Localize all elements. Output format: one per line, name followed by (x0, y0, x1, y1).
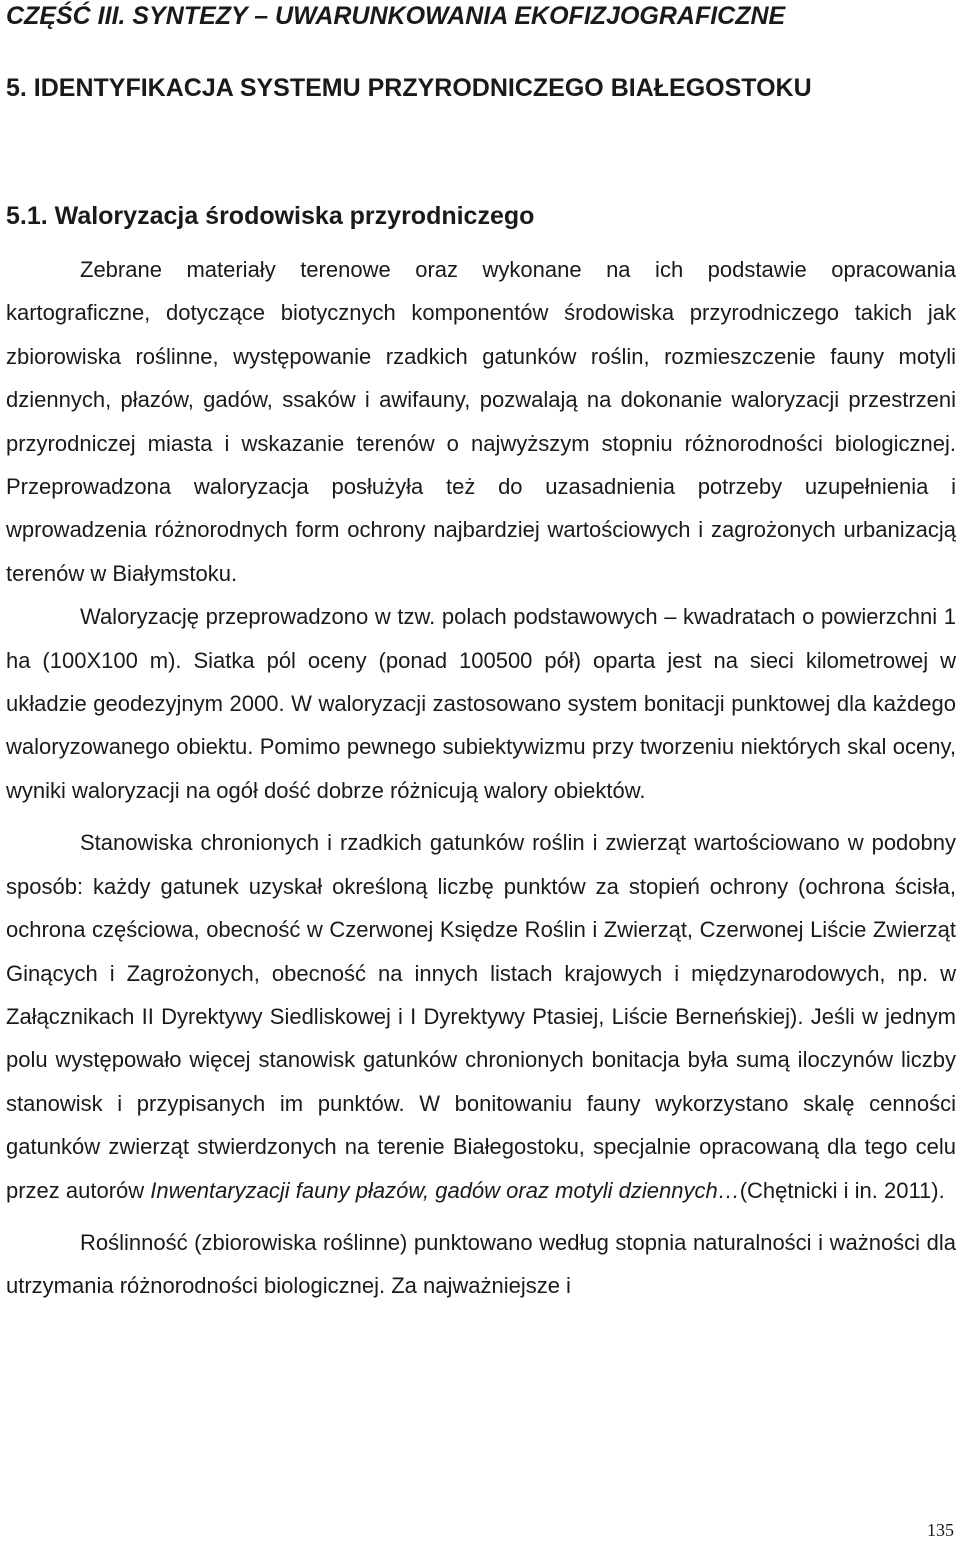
paragraph-3-text: Stanowiska chronionych i rzadkich gatunków roślin i zwierząt wartościowano w podobny sposób: każdy gatunek uzyskał określoną liczbę punktów za stopień ochrony (ochrona ścisła, ochrona częściowa, obecność w Czerwonej Księdze Roślin i Zwierząt, Czerwonej Liście Zwierząt Ginących i Zagrożonych, obecność na innych listach krajowych i międzynarodowych, np. w Załącznikach II Dyrektywy Siedliskowej i I Dyrektywy Ptasiej, Liście Berneńskiej). Jeśli w jednym polu występowało więcej stanowisk gatunków chronionych bonitacja była sumą iloczynów liczby stanowisk i przypisanych im punktów. W bonitowaniu fauny wykorzystano skalę cenności gatunków zwierząt stwierdzonych na terenie Białegostoku, specjalnie opracowaną dla tego celu przez autorów (6, 830, 956, 1203)
section-heading: 5.1. Waloryzacja środowiska przyrodniczego (6, 202, 535, 230)
paragraph-2: Waloryzację przeprowadzono w tzw. polach podstawowych – kwadratach o powierzchni 1 ha (100X100 m). Siatka pól oceny (ponad 100500 pół) oparta jest na sieci kilometrowej w układzie geodezyjnym 2000. W waloryzacji zastosowano system bonitacji punktowej dla każdego waloryzowanego obiektu. Pomimo pewnego subiektywizmu przy tworzeniu niektórych skal oceny, wyniki waloryzacji na ogół dość dobrze różnicują walory obiektów. (6, 604, 956, 803)
paragraph-4: Roślinność (zbiorowiska roślinne) punktowano według stopnia naturalności i ważności dla utrzymania różnorodności biologicznej. Za najważniejsze i (6, 1229, 956, 1299)
body-text (6, 248, 956, 1308)
paragraph-1: Zebrane materiały terenowe oraz wykonane na ich podstawie opracowania kartograficzne, dotyczące biotycznych komponentów środowiska przyrodniczego takich jak zbiorowiska roślinne, występowanie rzadkich gatunków roślin, rozmieszczenie fauny motyli dziennych, płazów, gadów, ssaków i awifauny, pozwalają na dokonanie waloryzacji przestrzeni przyrodniczej miasta i wskazanie terenów o najwyższym stopniu różnorodności biologicznej. Przeprowadzona waloryzacja posłużyła też do uzasadnienia potrzeby uzupełnienia i wprowadzenia różnorodnych form ochrony najbardziej wartościowych i zagrożonych urbanizacją terenów w Białymstoku. (6, 257, 956, 586)
page-number: 135 (927, 1520, 954, 1540)
cited-work-title: Inwentaryzacji fauny płazów, gadów oraz motyli dziennych… (150, 1177, 740, 1203)
part-heading: CZĘŚĆ III. SYNTEZY – UWARUNKOWANIA EKOFIZJOGRAFICZNE (6, 2, 786, 30)
paragraph-3 (6, 821, 956, 1212)
citation: (Chętnicki i in. 2011). (739, 1177, 945, 1203)
chapter-heading: 5. IDENTYFIKACJA SYSTEMU PRZYRODNICZEGO BIAŁEGOSTOKU (6, 74, 812, 102)
